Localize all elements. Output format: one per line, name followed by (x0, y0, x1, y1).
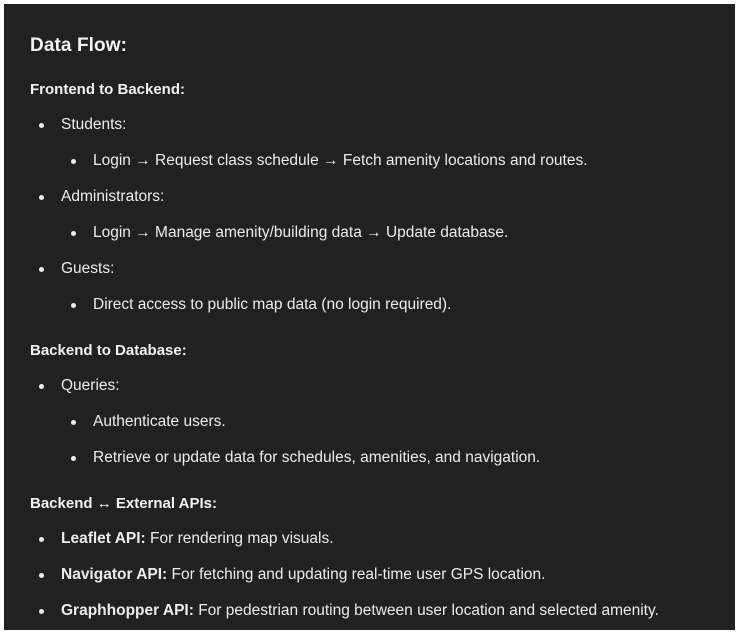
list-item-graphhopper-api (30, 601, 709, 621)
frontend-to-backend-list (30, 115, 709, 315)
list-item-label: Queries: (61, 377, 120, 394)
heading-backend-to-database: Backend to Database: (30, 342, 187, 359)
list-item-label: Guests: (61, 260, 115, 277)
section-title: Data Flow: (30, 35, 128, 56)
backend-to-database-list (30, 376, 709, 468)
list-item-guests (30, 259, 709, 315)
administrators-sublist (61, 223, 709, 243)
api-name: Graphhopper API: (61, 602, 194, 619)
heading-frontend-to-backend: Frontend to Backend: (30, 81, 186, 98)
list-item-label: Students: (61, 116, 127, 133)
api-description: For rendering map visuals. (145, 530, 334, 547)
sublist-item: Retrieve or update data for schedules, amenities, and navigation. (61, 448, 709, 468)
queries-sublist (61, 412, 709, 468)
list-item-leaflet-api (30, 529, 709, 549)
list-item-navigator-api (30, 565, 709, 585)
list-item-administrators (30, 187, 709, 243)
list-item-label: Administrators: (61, 188, 165, 205)
sublist-item: Login → Request class schedule → Fetch amenity locations and routes. (61, 151, 709, 171)
sublist-item: Authenticate users. (61, 412, 709, 432)
guests-sublist (61, 295, 709, 315)
heading-external-apis: Backend ↔ External APIs: (30, 495, 218, 512)
api-description: For fetching and updating real-time user GPS location. (167, 566, 546, 583)
api-name: Navigator API: (61, 566, 168, 583)
chat-response-panel (4, 4, 735, 630)
external-apis-list (30, 529, 709, 621)
sublist-item: Direct access to public map data (no login required). (61, 295, 709, 315)
students-sublist (61, 151, 709, 171)
sublist-item: Login → Manage amenity/building data → Update database. (61, 223, 709, 243)
api-description: For pedestrian routing between user location and selected amenity. (193, 602, 659, 619)
api-name: Leaflet API: (61, 530, 146, 547)
list-item-queries (30, 376, 709, 468)
list-item-students (30, 115, 709, 171)
